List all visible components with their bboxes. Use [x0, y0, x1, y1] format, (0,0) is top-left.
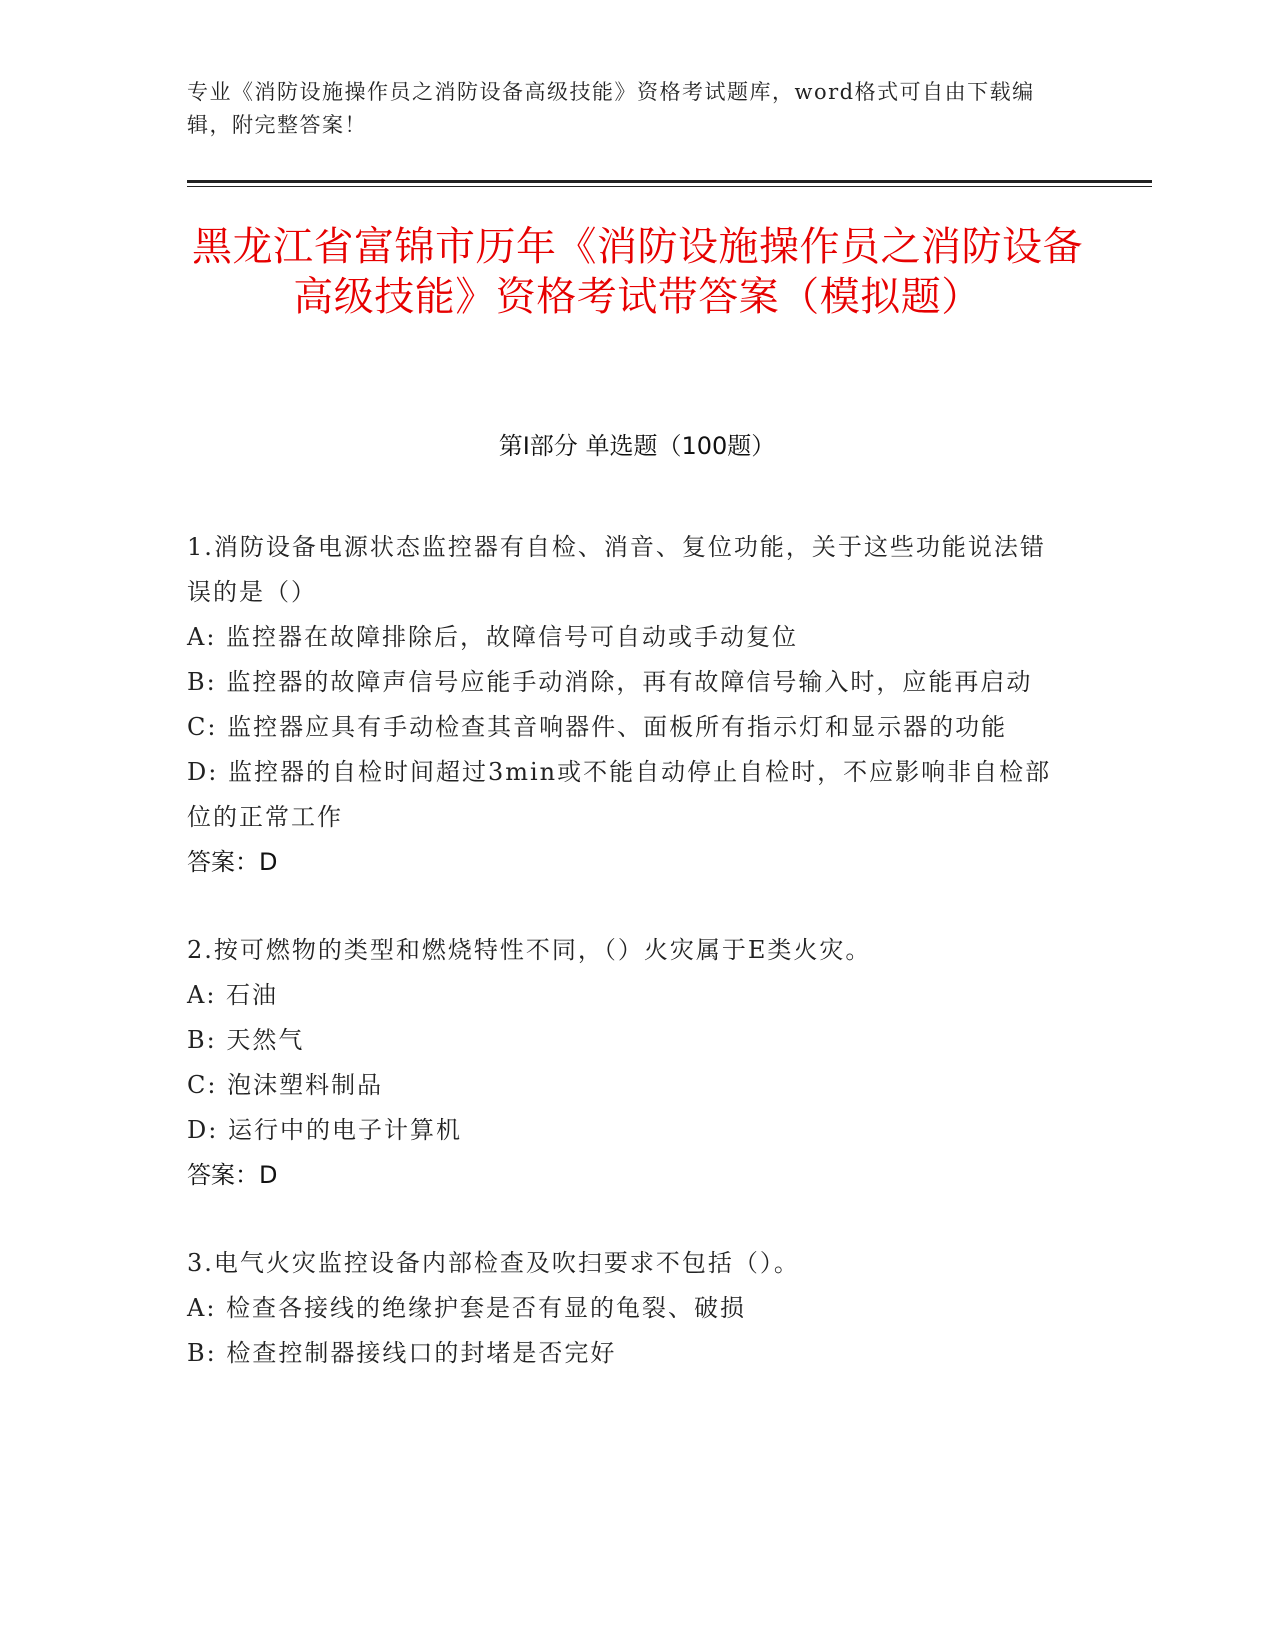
question-2: [187, 928, 1067, 1198]
option-a: A: 石油: [187, 981, 279, 1009]
header-note: 专业《消防设施操作员之消防设备高级技能》资格考试题库，word格式可自由下载编辑，附完整答案！: [187, 80, 1035, 137]
answer-label: 答案：D: [187, 1161, 278, 1189]
option-d: D: 监控器的自检时间超过3min或不能自动停止自检时，不应影响非自检部位的正常工作: [187, 758, 1052, 831]
option-a: A: 检查各接线的绝缘护套是否有显的龟裂、破损: [187, 1294, 747, 1322]
question-stem: 2.按可燃物的类型和燃烧特性不同，（）火灾属于E类火灾。: [187, 936, 872, 964]
option-b: B: 监控器的故障声信号应能手动消除，再有故障信号输入时，应能再启动: [187, 668, 1033, 696]
option-a: A: 监控器在故障排除后，故障信号可自动或手动复位: [187, 623, 799, 651]
section-heading: 第I部分 单选题（100题）: [498, 432, 776, 460]
header-rule-thick: [187, 180, 1152, 183]
question-3: [187, 1241, 1067, 1376]
document-title: 黑龙江省富锦市历年《消防设施操作员之消防设备高级技能》资格考试带答案（模拟题）: [192, 224, 1083, 320]
question-1: [187, 525, 1067, 885]
header-rule-thin: [187, 186, 1152, 187]
option-c: C: 监控器应具有手动检查其音响器件、面板所有指示灯和显示器的功能: [187, 713, 1008, 741]
question-stem: 1.消防设备电源状态监控器有自检、消音、复位功能，关于这些功能说法错误的是（）: [187, 533, 1046, 606]
question-stem: 3.电气火灾监控设备内部检查及吹扫要求不包括（）。: [187, 1249, 800, 1277]
answer-label: 答案：D: [187, 848, 278, 876]
option-b: B: 检查控制器接线口的封堵是否完好: [187, 1339, 617, 1367]
option-b: B: 天然气: [187, 1026, 305, 1054]
option-c: C: 泡沫塑料制品: [187, 1071, 384, 1099]
option-d: D: 运行中的电子计算机: [187, 1116, 462, 1144]
question-list: [187, 525, 1067, 1419]
